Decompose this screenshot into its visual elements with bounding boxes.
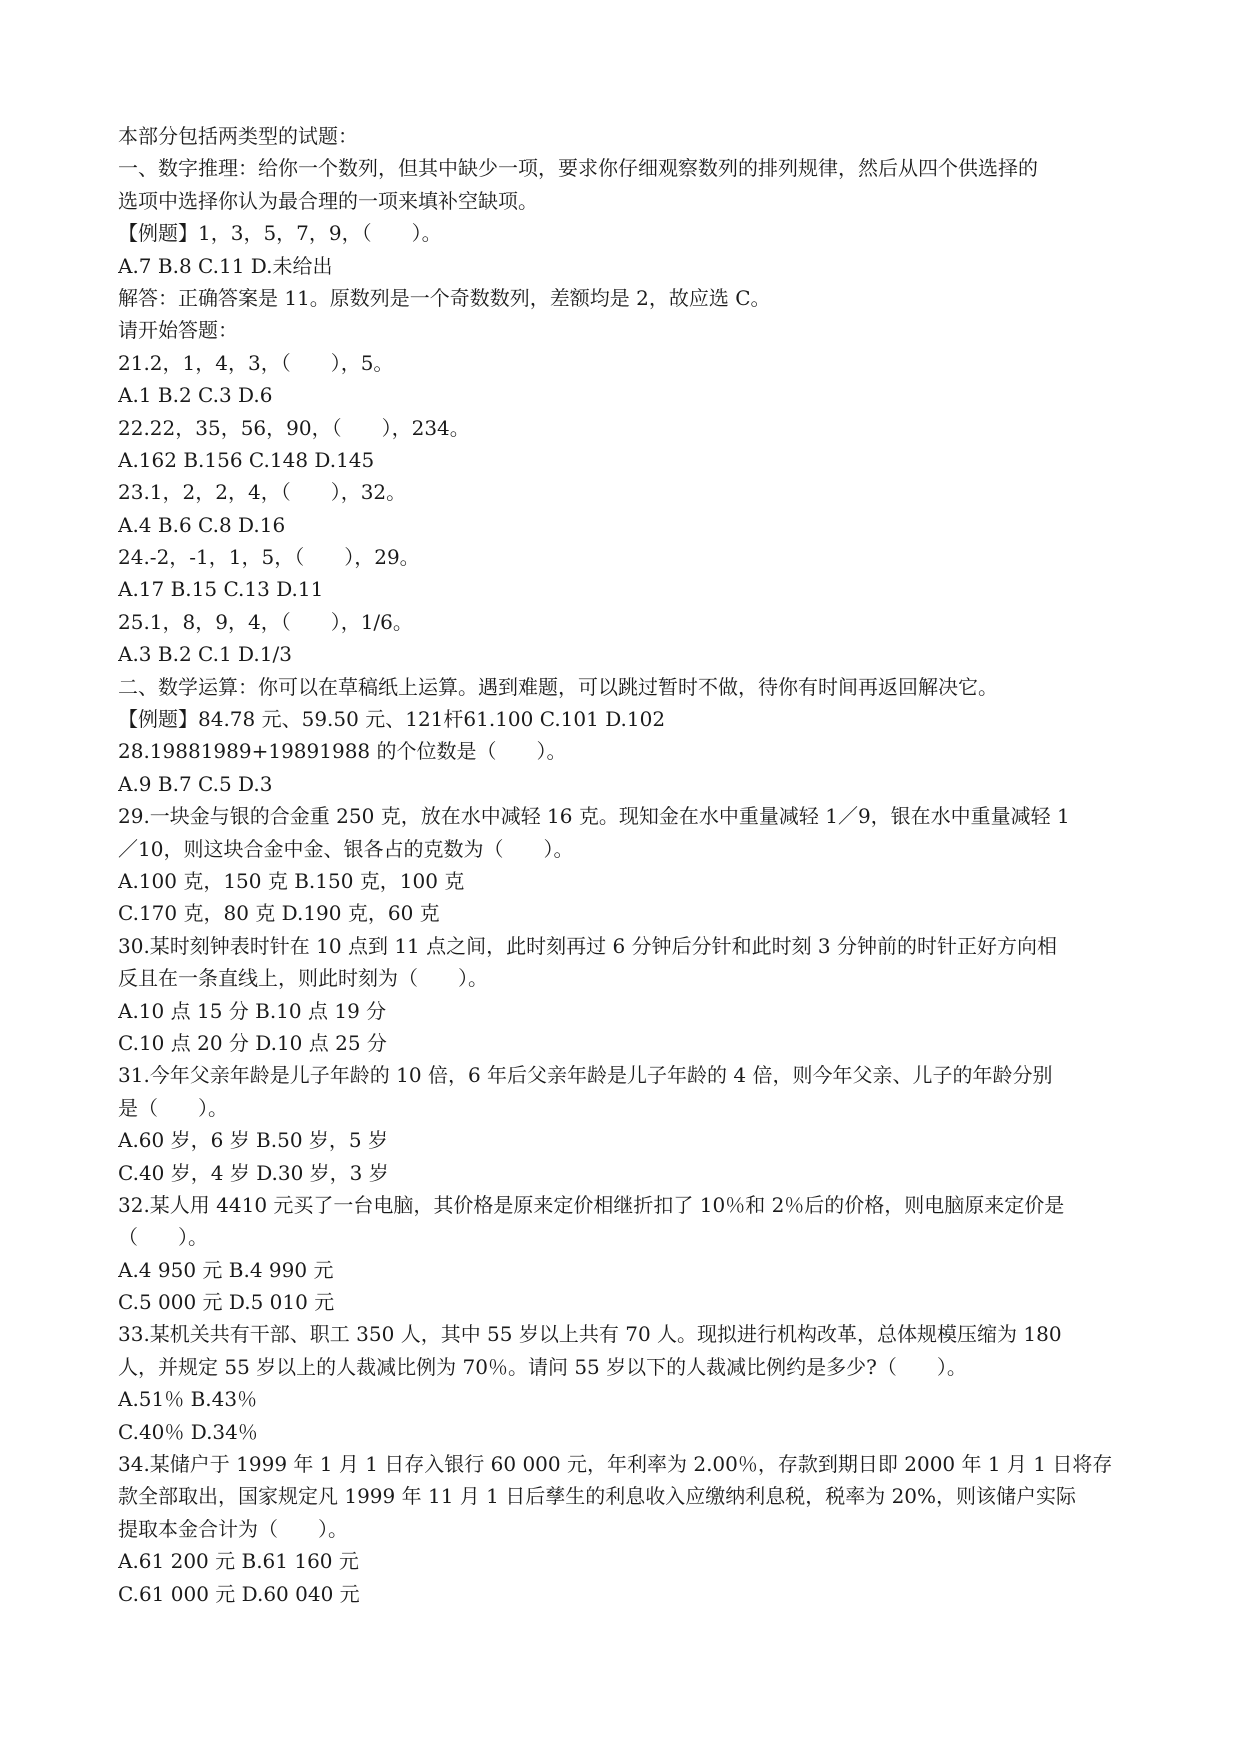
text-line: 21.2，1，4，3，（ ），5。 — [118, 350, 394, 375]
text-line: A.1 B.2 C.3 D.6 — [118, 383, 273, 408]
text-line: A.162 B.156 C.148 D.145 — [118, 447, 375, 472]
text-line: 款全部取出，国家规定凡 1999 年 11 月 1 日后孳生的利息收入应缴纳利息税，税率为 20%，则该储户实际 — [118, 1484, 1077, 1509]
text-line: 是（ ）。 — [118, 1095, 228, 1120]
text-line: A.17 B.15 C.13 D.11 — [118, 577, 324, 602]
text-line: C.61 000 元 D.60 040 元 — [118, 1581, 360, 1606]
text-line: 31.今年父亲年龄是儿子年龄的 10 倍，6 年后父亲年龄是儿子年龄的 4 倍，则今年父亲、儿子的年龄分别 — [118, 1063, 1053, 1088]
text-line: 32.某人用 4410 元买了一台电脑，其价格是原来定价相继折扣了 10％和 2％后的价格，则电脑原来定价是 — [118, 1192, 1065, 1217]
text-line: A.10 点 15 分 B.10 点 19 分 — [118, 998, 387, 1023]
text-line: A.7 B.8 C.11 D.未给出 — [118, 253, 333, 278]
text-line: 34.某储户于 1999 年 1 月 1 日存入银行 60 000 元，年利率为 2.00％，存款到期日即 2000 年 1 月 1 日将存 — [118, 1452, 1113, 1477]
text-line: 24.-2，-1，1，5，（ ），29。 — [118, 545, 420, 570]
text-line: 33.某机关共有干部、职工 350 人，其中 55 岁以上共有 70 人。现拟进行机构改革，总体规模压缩为 180 — [118, 1322, 1062, 1347]
text-line: A.60 岁，6 岁 B.50 岁，5 岁 — [118, 1128, 388, 1153]
text-line: A.100 克，150 克 B.150 克，100 克 — [118, 868, 465, 893]
text-line: A.61 200 元 B.61 160 元 — [118, 1549, 359, 1574]
text-line: A.4 B.6 C.8 D.16 — [118, 512, 286, 537]
text-line: A.4 950 元 B.4 990 元 — [118, 1257, 334, 1282]
text-line: ／10，则这块合金中金、银各占的克数为（ ）。 — [118, 836, 574, 861]
document-body — [118, 120, 1128, 1610]
text-line: 23.1，2，2，4，（ ），32。 — [118, 480, 407, 505]
text-line: 22.22，35，56，90，（ ），234。 — [118, 415, 470, 440]
text-line: C.40 岁，4 岁 D.30 岁，3 岁 — [118, 1160, 389, 1185]
text-line: （ ）。 — [118, 1225, 208, 1250]
text-line: C.40％ D.34％ — [118, 1419, 258, 1444]
text-line: 30.某时刻钟表时针在 10 点到 11 点之间，此时刻再过 6 分钟后分针和此时刻 3 分钟前的时针正好方向相 — [118, 933, 1058, 958]
text-line: 本部分包括两类型的试题： — [118, 124, 358, 148]
text-line: 一、数字推理：给你一个数列，但其中缺少一项，要求你仔细观察数列的排列规律，然后从四个供选择的 — [118, 156, 1038, 181]
text-line: C.10 点 20 分 D.10 点 25 分 — [118, 1030, 387, 1055]
text-line: 28.19881989+19891988 的个位数是（ ）。 — [118, 739, 567, 764]
text-line: 请开始答题： — [118, 318, 238, 343]
text-line: A.51％ B.43％ — [118, 1387, 258, 1412]
text-line: C.170 克，80 克 D.190 克，60 克 — [118, 901, 440, 926]
text-line: C.5 000 元 D.5 010 元 — [118, 1290, 335, 1315]
text-line: 【例题】84.78 元、59.50 元、121杆61.100 C.101 D.102 — [118, 707, 666, 732]
text-line: 【例题】1，3，5，7，9，（ ）。 — [118, 221, 442, 246]
text-line: 人，并规定 55 岁以上的人裁减比例为 70％。请问 55 岁以下的人裁减比例约是多少?（ ）。 — [118, 1354, 967, 1379]
text-line: 提取本金合计为（ ）。 — [118, 1516, 348, 1541]
text-line: 选项中选择你认为最合理的一项来填补空缺项。 — [118, 188, 538, 213]
text-line: 二、数学运算：你可以在草稿纸上运算。遇到难题，可以跳过暂时不做，待你有时间再返回解决它。 — [118, 674, 998, 699]
text-line: A.9 B.7 C.5 D.3 — [118, 771, 273, 796]
text-line: 29.一块金与银的合金重 250 克，放在水中减轻 16 克。现知金在水中重量减轻 1／9，银在水中重量减轻 1 — [118, 804, 1070, 829]
text-line: 25.1，8，9，4，（ ），1/6。 — [118, 609, 413, 634]
text-line: 解答：正确答案是 11。原数列是一个奇数数列，差额均是 2，故应选 C。 — [118, 285, 771, 310]
text-line: A.3 B.2 C.1 D.1/3 — [118, 642, 292, 667]
text-line: 反且在一条直线上，则此时刻为（ ）。 — [118, 966, 488, 991]
